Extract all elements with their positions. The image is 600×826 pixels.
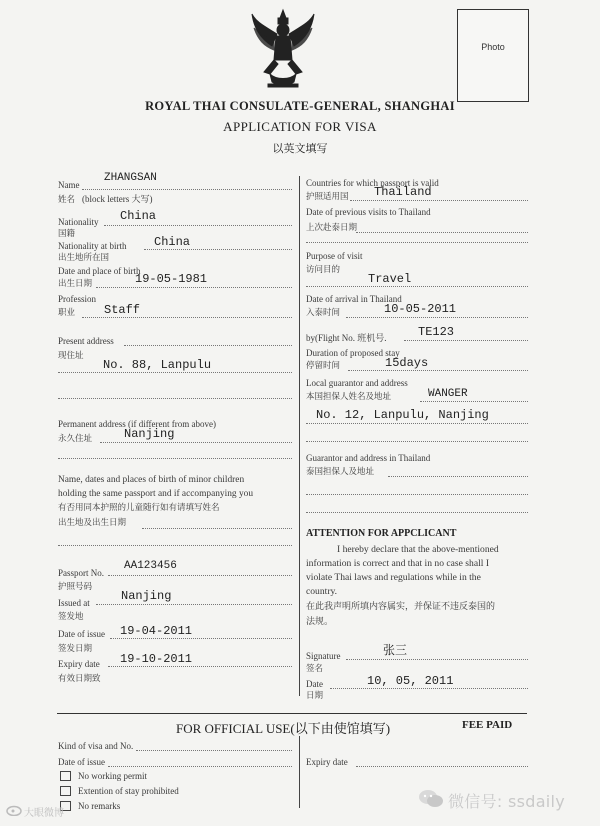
present-address-value[interactable]: No. 88, Lanpulu <box>103 358 212 372</box>
dob-zh-label: 出生日期 <box>58 279 93 289</box>
duration-label: Duration of proposed stay <box>306 348 400 358</box>
no-remarks-label: No remarks <box>78 801 121 811</box>
present-address-line-2 <box>58 372 292 373</box>
nationality-label: Nationality <box>58 217 99 227</box>
official-date-of-issue-line <box>108 766 292 767</box>
watermark-right: 微信号: ssdaily <box>448 792 566 811</box>
profession-label: Profession <box>58 294 96 304</box>
minor-children-zh-2: 出生地及出生日期 <box>58 518 127 528</box>
duration-line <box>348 370 528 371</box>
permanent-address-zh-label: 永久住址 <box>58 434 93 444</box>
no-working-permit-label: No working permit <box>78 771 147 781</box>
attention-title: ATTENTION FOR APPCLICANT <box>306 528 457 539</box>
signature-zh-label: 签名 <box>306 664 324 674</box>
photo-label: Photo <box>481 42 505 52</box>
profession-zh-label: 职业 <box>58 308 76 318</box>
dob-value[interactable]: 19-05-1981 <box>135 272 208 286</box>
issued-at-value[interactable]: Nanjing <box>121 589 172 603</box>
watermark-left: 大眼微博 <box>24 808 64 819</box>
nationality-birth-zh-label: 出生地所在国 <box>58 253 110 263</box>
present-address-line-1 <box>124 345 292 346</box>
previous-visits-label: Date of previous visits to Thailand <box>306 207 431 217</box>
signature-label: Signature <box>306 651 341 661</box>
local-guarantor-zh-label: 本国担保人姓名及地址 <box>306 392 392 402</box>
official-expiry-line <box>356 766 528 767</box>
guarantor-thailand-line-3 <box>306 512 528 513</box>
issued-at-line <box>96 604 292 605</box>
nationality-birth-line <box>144 249 292 250</box>
purpose-zh-label: 访问目的 <box>306 265 341 275</box>
block-letters-hint: (block letters 大写) <box>82 194 153 204</box>
countries-value[interactable]: Thailand <box>374 185 432 199</box>
visa-kind-label: Kind of visa and No. <box>58 741 134 751</box>
nationality-line <box>104 225 292 226</box>
dob-label: Date and place of birth <box>58 266 141 276</box>
passport-no-zh-label: 护照号码 <box>58 582 93 592</box>
expiry-date-zh-label: 有效日期致 <box>58 674 101 684</box>
date-of-issue-line <box>110 638 292 639</box>
declaration-zh-2: 法规。 <box>306 617 334 627</box>
declaration-line-3: violate Thai laws and regulations while in the <box>306 572 481 583</box>
present-address-line-3 <box>58 398 292 399</box>
purpose-value[interactable]: Travel <box>368 272 412 286</box>
purpose-line <box>306 286 528 287</box>
photo-box[interactable] <box>457 9 529 102</box>
consulate-name: ROYAL THAI CONSULATE-GENERAL, SHANGHAI <box>145 99 455 113</box>
local-guarantor-line-1 <box>420 401 528 402</box>
guarantor-thailand-label: Guarantor and address in Thailand <box>306 453 431 463</box>
name-line <box>82 189 292 190</box>
date-value[interactable]: 10, 05, 2011 <box>367 674 454 688</box>
arrival-label: Date of arrival in Thailand <box>306 294 402 304</box>
nationality-zh-label: 国籍 <box>58 229 76 239</box>
passport-no-value[interactable]: AA123456 <box>124 560 177 572</box>
no-working-permit-checkbox[interactable] <box>60 771 71 781</box>
countries-line <box>350 200 528 201</box>
minor-children-line-a <box>142 528 292 529</box>
form-title: APPLICATION FOR VISA <box>223 119 377 134</box>
local-guarantor-address-value[interactable]: No. 12, Lanpulu, Nanjing <box>316 408 489 422</box>
duration-zh-label: 停留时间 <box>306 361 341 371</box>
expiry-date-line <box>108 666 292 667</box>
column-divider <box>299 176 300 696</box>
passport-no-line <box>108 575 292 576</box>
previous-visits-zh-label: 上次赴泰日期 <box>306 223 358 233</box>
declaration-line-2: information is correct and that in no case shall I <box>306 558 490 569</box>
arrival-zh-label: 入泰时间 <box>306 308 341 318</box>
passport-no-label: Passport No. <box>58 568 105 578</box>
issued-at-zh-label: 签发地 <box>58 612 84 622</box>
signature-value[interactable]: 张三 <box>383 643 408 657</box>
permanent-address-line-1 <box>100 442 292 443</box>
expiry-date-value[interactable]: 19-10-2011 <box>120 652 193 666</box>
profession-line <box>82 317 292 318</box>
signature-line <box>346 659 528 660</box>
fee-paid-label: FEE PAID <box>462 719 513 731</box>
minor-children-line-1: Name, dates and places of birth of minor children <box>58 475 245 485</box>
date-of-issue-zh-label: 签发日期 <box>58 644 93 654</box>
permanent-address-line-2 <box>58 458 292 459</box>
expiry-date-label: Expiry date <box>58 659 100 669</box>
official-column-divider <box>299 736 300 808</box>
minor-children-zh-1: 有否用同本护照的儿童随行如有请填写姓名 <box>58 503 220 513</box>
issued-at-label: Issued at <box>58 598 90 608</box>
extension-prohibited-checkbox[interactable] <box>60 786 71 796</box>
nationality-birth-label: Nationality at birth <box>58 241 127 251</box>
arrival-value[interactable]: 10-05-2011 <box>384 302 457 316</box>
official-divider <box>57 713 527 714</box>
present-address-label: Present address <box>58 336 114 346</box>
official-date-of-issue-label: Date of issue <box>58 757 105 767</box>
visa-kind-line <box>136 750 292 751</box>
official-expiry-label: Expiry date <box>306 757 348 767</box>
duration-value[interactable]: 15days <box>385 356 429 370</box>
minor-children-line-b <box>58 545 292 546</box>
name-label: Name <box>58 180 80 190</box>
nationality-birth-value[interactable]: China <box>154 235 191 249</box>
form-subtitle-zh: 以英文填写 <box>272 142 328 155</box>
dob-line <box>96 287 292 288</box>
local-guarantor-name-value[interactable]: WANGER <box>428 388 468 400</box>
date-label: Date <box>306 679 323 689</box>
purpose-label: Purpose of visit <box>306 251 363 261</box>
official-use-title: FOR OFFICIAL USE(以下由使馆填写) <box>176 721 391 736</box>
profession-value[interactable]: Staff <box>104 303 141 317</box>
guarantor-thailand-zh-label: 泰国担保人及地址 <box>306 467 375 477</box>
date-of-issue-label: Date of issue <box>58 629 105 639</box>
flight-line <box>404 340 528 341</box>
nationality-value[interactable]: China <box>120 209 157 223</box>
countries-zh-label: 护照适用国 <box>306 192 349 202</box>
local-guarantor-line-2 <box>306 423 528 424</box>
garuda-emblem <box>250 8 316 90</box>
date-line <box>330 688 528 689</box>
arrival-line <box>346 317 528 318</box>
declaration-line-4: country. <box>306 586 338 597</box>
extension-prohibited-label: Extention of stay prohibited <box>78 786 179 796</box>
permanent-address-label: Permanent address (if different from above) <box>58 419 217 429</box>
guarantor-thailand-line-2 <box>306 494 528 495</box>
declaration-line-1: I hereby declare that the above-mentioned <box>337 544 499 555</box>
previous-visits-line-1 <box>356 232 528 233</box>
minor-children-line-2: holding the same passport and if accompanying you <box>58 489 254 499</box>
declaration-zh-1: 在此我声明所填内容属实，并保证不违反泰国的 <box>306 602 496 612</box>
guarantor-thailand-line-1 <box>388 476 528 477</box>
permanent-address-value[interactable]: Nanjing <box>124 427 175 441</box>
present-address-zh-label: 现住址 <box>58 351 84 361</box>
name-value[interactable]: ZHANGSAN <box>104 172 157 184</box>
flight-value[interactable]: TE123 <box>418 325 455 339</box>
previous-visits-line-2 <box>306 242 528 243</box>
local-guarantor-line-3 <box>306 441 528 442</box>
weibo-logo-icon <box>6 803 22 815</box>
wechat-logo-icon <box>418 789 444 809</box>
countries-label: Countries for which passport is valid <box>306 178 439 188</box>
flight-label: by(Flight No. 班机号. <box>306 333 387 343</box>
local-guarantor-label: Local guarantor and address <box>306 378 408 388</box>
date-zh-label: 日期 <box>306 691 324 701</box>
name-zh-label: 姓名 <box>58 195 76 205</box>
date-of-issue-value[interactable]: 19-04-2011 <box>120 624 193 638</box>
